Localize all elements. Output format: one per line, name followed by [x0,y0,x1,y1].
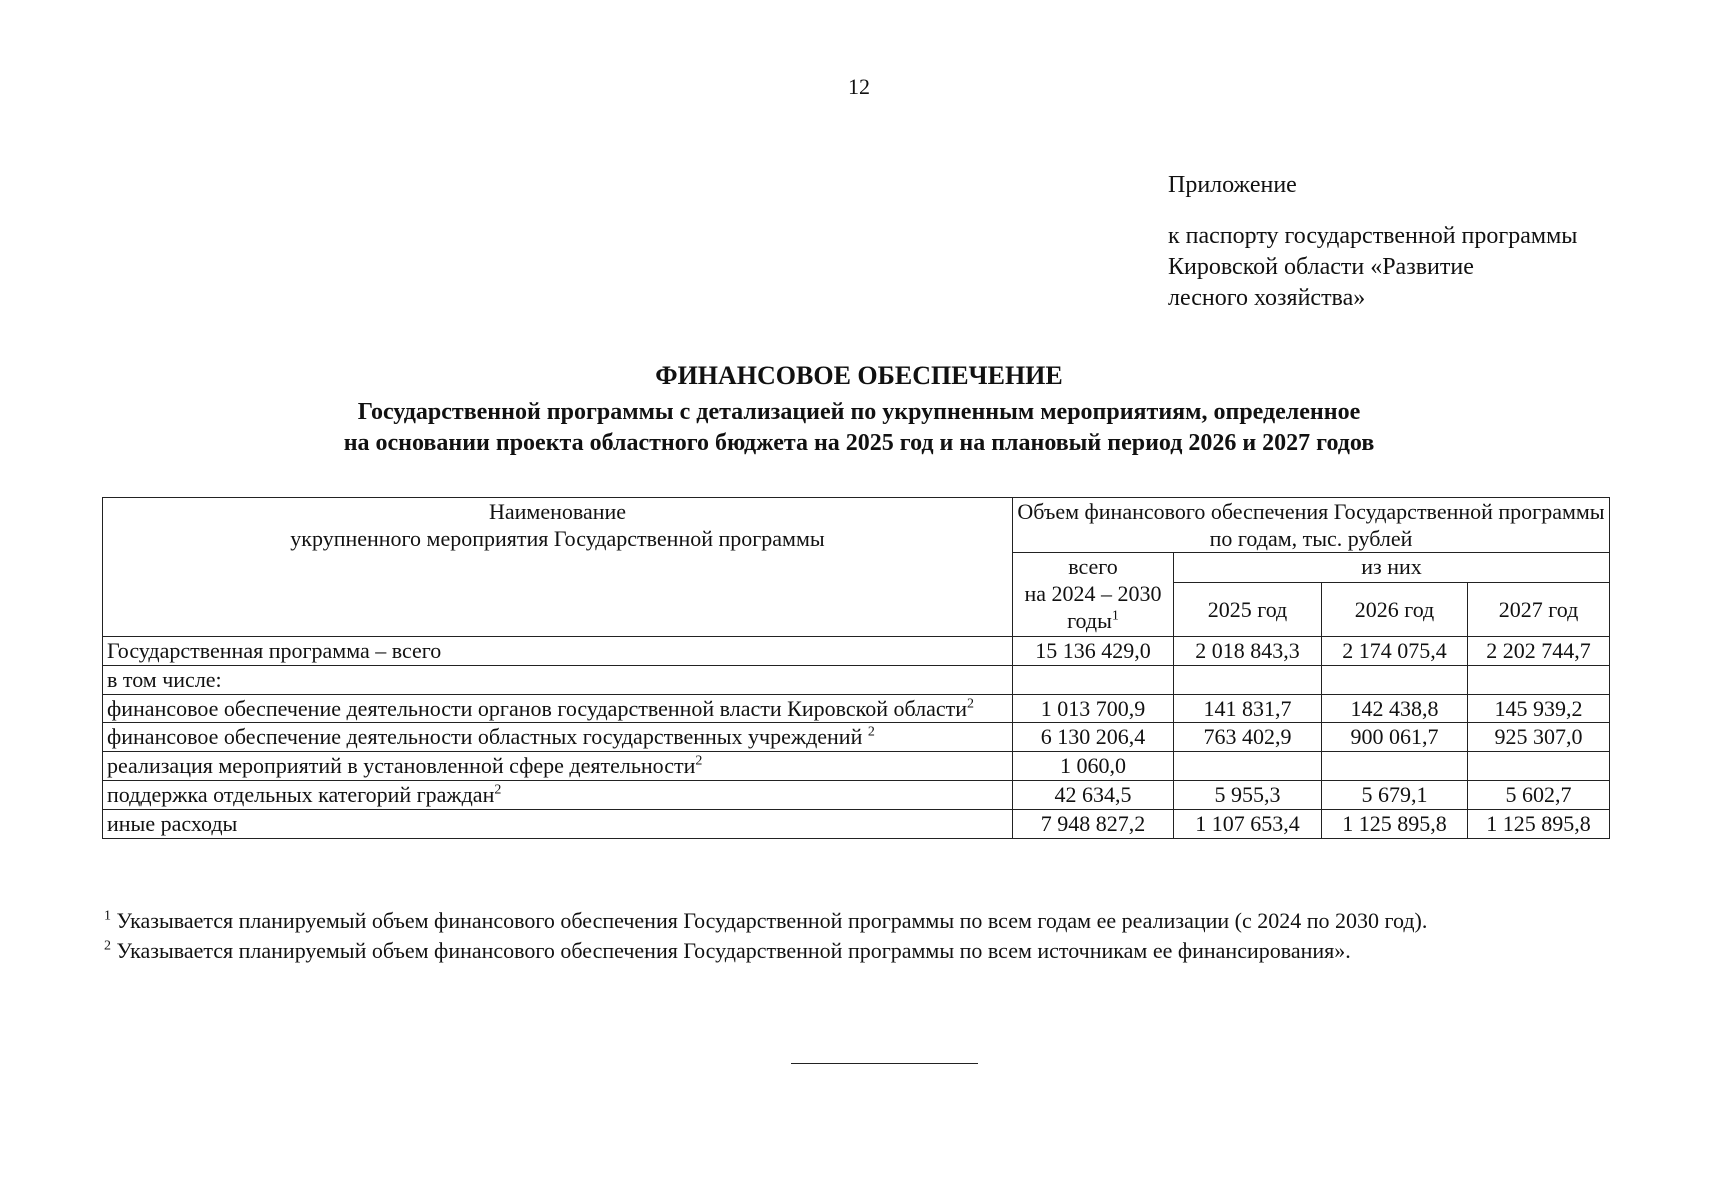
footnote [104,906,1664,936]
row-total: 6 130 206,4 [1013,723,1174,752]
row-2025: 1 107 653,4 [1174,810,1322,839]
row-total: 15 136 429,0 [1013,637,1174,666]
page-number: 12 [848,74,870,99]
title-subtitle-line: на основании проекта областного бюджета на 2025 год и на плановый период 2026 и 2027 годов [343,430,1375,456]
row-2026: 2 174 075,4 [1322,637,1468,666]
row-total: 1 013 700,9 [1013,695,1174,723]
row-2025: 2 018 843,3 [1174,637,1322,666]
row-2026 [1322,666,1468,695]
row-total: 1 060,0 [1013,752,1174,781]
header-total-cell [1013,553,1174,637]
appendix-label: Приложение [1168,172,1297,198]
appendix-block [1168,170,1688,314]
header-total-line: на 2024 – 2030 [1024,581,1162,606]
document-title [0,360,1718,459]
row-2026: 1 125 895,8 [1322,810,1468,839]
header-year-2027: 2027 год [1468,583,1610,637]
row-2025: 763 402,9 [1174,723,1322,752]
header-year-2025: 2025 год [1174,583,1322,637]
financing-table [102,497,1610,839]
row-name: поддержка отдельных категорий граждан$^2$ [103,781,1013,810]
table-row [103,810,1610,839]
row-name: Государственная программа – всего [103,637,1013,666]
end-divider-line [791,1063,978,1064]
row-2027: 925 307,0 [1468,723,1610,752]
row-name: в том числе: [103,666,1013,695]
footnote-mark: 1 [104,908,111,924]
row-2026 [1322,752,1468,781]
row-2027: 2 202 744,7 [1468,637,1610,666]
appendix-line: Кировской области «Развитие [1168,254,1474,280]
header-of-which: из них [1174,553,1610,583]
header-name-line: укрупненного мероприятия Государственной программы [290,526,825,551]
row-2027: 5 602,7 [1468,781,1610,810]
table-row [103,637,1610,666]
header-name-line: Наименование [488,499,627,524]
row-name: финансовое обеспечение деятельности областных государственных учреждений $^2$ [103,723,1013,752]
row-2027: 145 939,2 [1468,695,1610,723]
row-2025: 141 831,7 [1174,695,1322,723]
row-2025: 5 955,3 [1174,781,1322,810]
row-2026: 900 061,7 [1322,723,1468,752]
header-volume: Объем финансового обеспечения Государственной программы по годам, тыс. рублей [1013,498,1610,553]
title-subtitle-line: Государственной программы с детализацией по укрупненным мероприятиям, определенное [357,399,1361,425]
footnote-ref: 1 [1111,608,1119,624]
header-total-line: всего [1068,554,1118,579]
footnote [104,936,1664,966]
footnote-mark: 2 [104,938,111,954]
row-2025 [1174,666,1322,695]
row-total [1013,666,1174,695]
row-2026: 142 438,8 [1322,695,1468,723]
header-total-line [1017,607,1169,634]
footnotes [104,906,1664,966]
appendix-line: к паспорту государственной программы [1168,223,1578,249]
row-name: финансовое обеспечение деятельности органов государственной власти Кировской области$^2$ [103,695,1013,723]
row-total: 42 634,5 [1013,781,1174,810]
footnote-text: Указывается планируемый объем финансового обеспечения Государственной программы по всем годам ее реализации (с 2024 по 2030 год). [111,908,1428,933]
row-2027 [1468,666,1610,695]
table-row [103,723,1610,752]
table-row [103,752,1610,781]
appendix-line: лесного хозяйства» [1168,285,1366,311]
header-total-years: годы [1067,608,1112,633]
footnote-text: Указывается планируемый объем финансового обеспечения Государственной программы по всем источникам ее финансирования». [111,938,1351,963]
table-row [103,666,1610,695]
header-year-2026: 2026 год [1322,583,1468,637]
row-name: реализация мероприятий в установленной сфере деятельности$^2$ [103,752,1013,781]
row-name: иные расходы [103,810,1013,839]
table-row [103,695,1610,723]
row-2025 [1174,752,1322,781]
title-main: ФИНАНСОВОЕ ОБЕСПЕЧЕНИЕ [655,361,1063,390]
header-name-cell [103,498,1013,637]
row-total: 7 948 827,2 [1013,810,1174,839]
table-row [103,781,1610,810]
row-2026: 5 679,1 [1322,781,1468,810]
row-2027 [1468,752,1610,781]
row-2027: 1 125 895,8 [1468,810,1610,839]
